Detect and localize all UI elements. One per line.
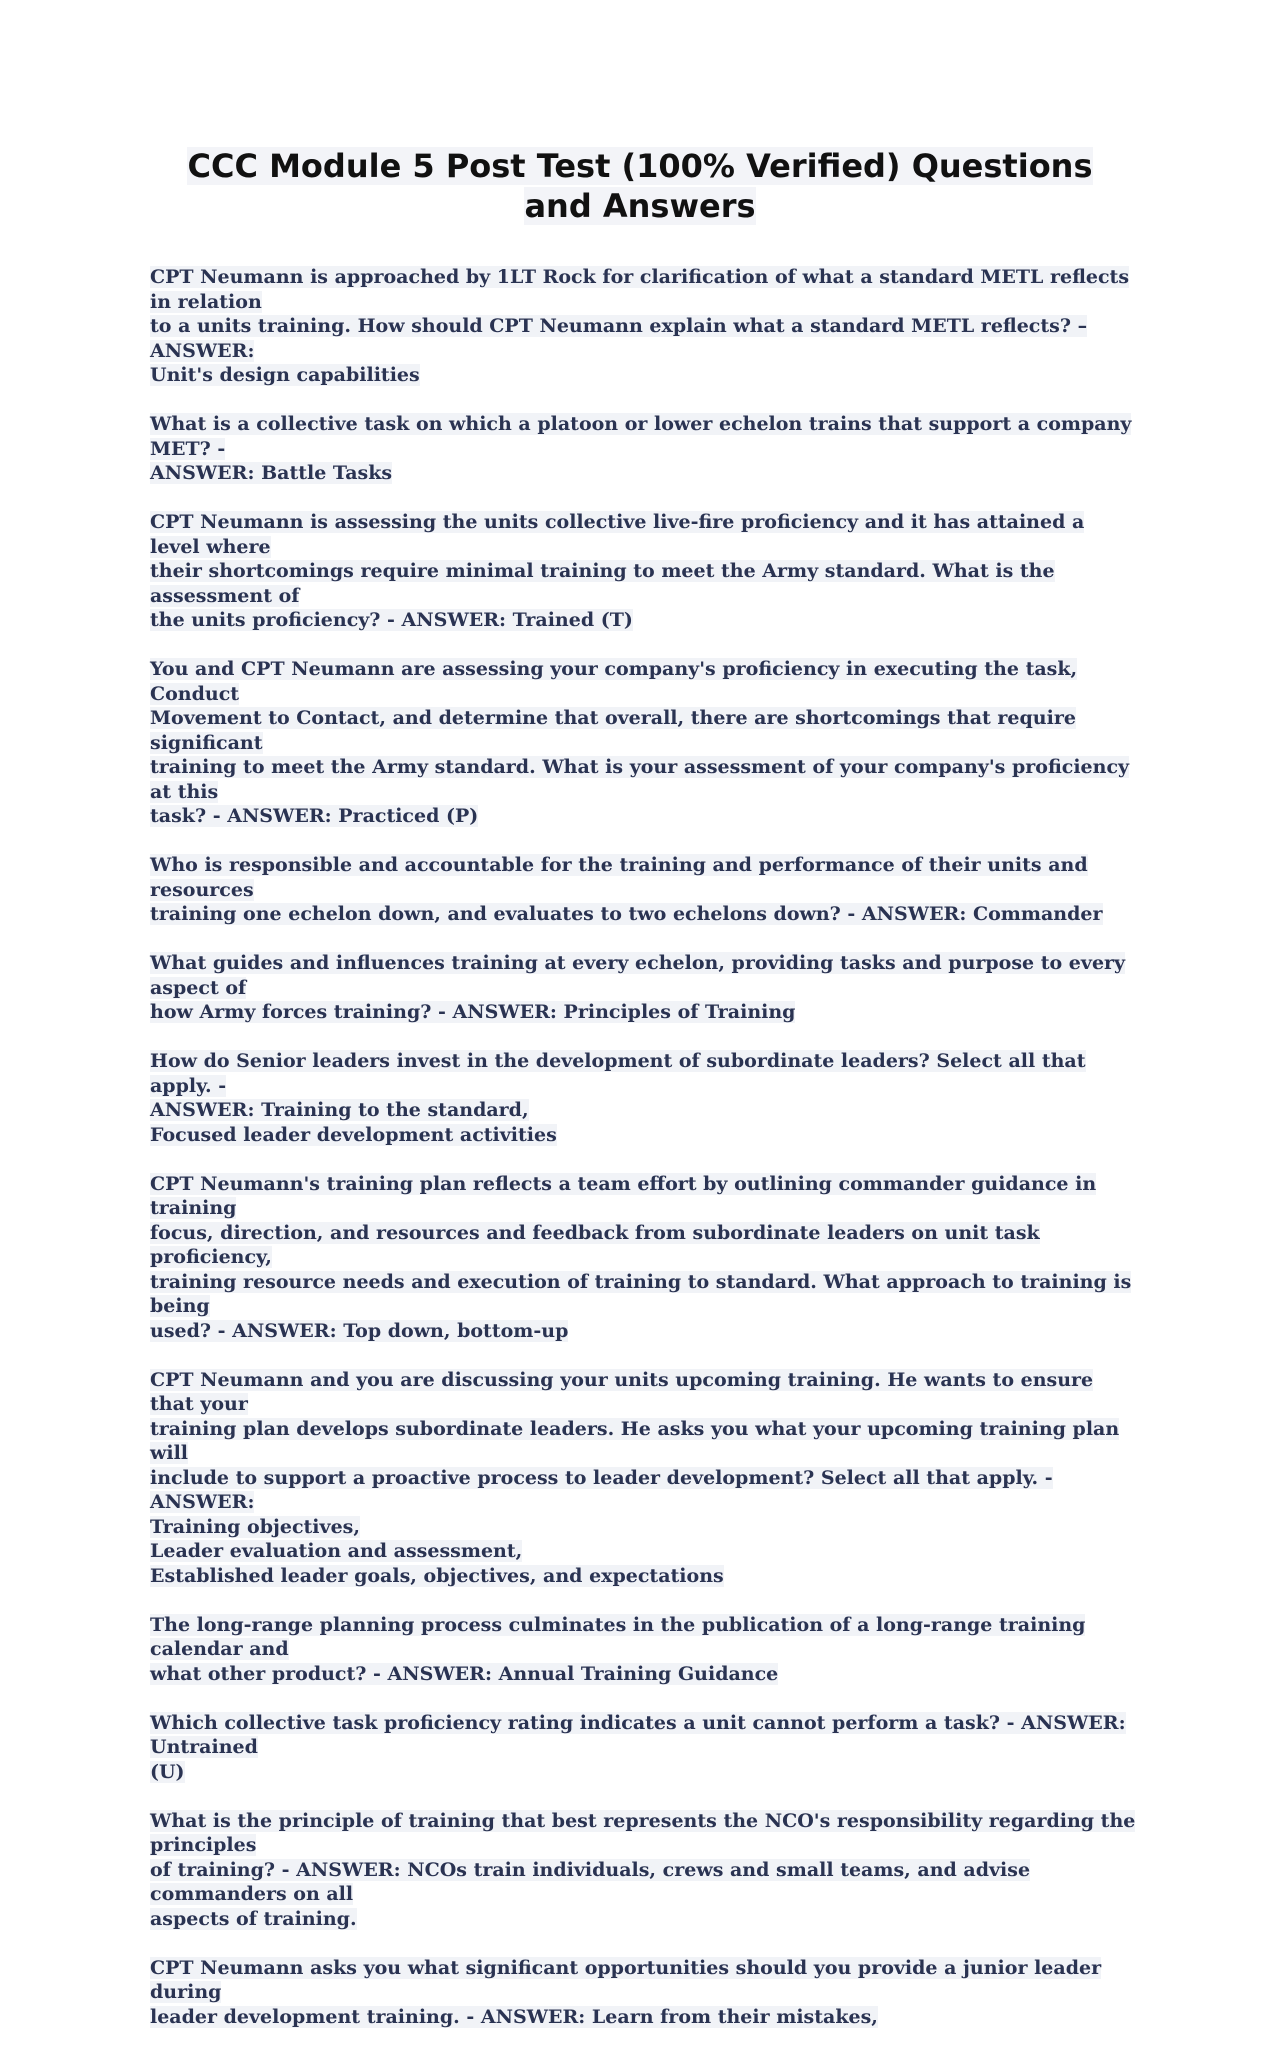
qa-item [150, 1368, 1140, 1589]
qa-item [150, 412, 1140, 486]
qa-item [150, 1711, 1140, 1785]
qa-line: CPT Neumann's training plan reflects a team effort by outlining commander guidance in training [150, 1172, 1097, 1219]
qa-item [150, 1809, 1140, 1932]
qa-line: CPT Neumann asks you what significant opportunities should you provide a junior leader during [150, 1956, 1102, 2003]
qa-line: CPT Neumann is approached by 1LT Rock for clarification of what a standard METL reflects in relation [150, 266, 1130, 313]
qa-line: aspects of training. [150, 1907, 357, 1930]
document-title-line-1: CCC Module 5 Post Test (100% Verified) Questions [187, 147, 1093, 185]
qa-line: used? - ANSWER: Top down, bottom-up [150, 1319, 569, 1342]
qa-line: You and CPT Neumann are assessing your company's proficiency in executing the task, Conduct [150, 658, 1078, 705]
qa-item [150, 1172, 1140, 1344]
qa-line: ANSWER: Battle Tasks [150, 462, 393, 484]
qa-item [150, 1956, 1140, 2030]
qa-item [150, 657, 1140, 829]
qa-line: Leader evaluation and assessment, [150, 1540, 523, 1562]
qa-line: the units proficiency? - ANSWER: Trained (T) [150, 609, 633, 631]
qa-item [150, 265, 1140, 388]
qa-line: Who is responsible and accountable for the training and performance of their units and resources [150, 854, 1088, 901]
qa-item [150, 1613, 1140, 1687]
qa-line: training to meet the Army standard. What is your assessment of your company's proficiency at this [150, 756, 1130, 803]
qa-line: how Army forces training? - ANSWER: Principles of Training [150, 1001, 796, 1023]
qa-line: Established leader goals, objectives, and expectations [150, 1564, 724, 1587]
qa-line: The long-range planning process culminates in the publication of a long-range training calendar and [150, 1613, 1086, 1660]
qa-line: focus, direction, and resources and feedback from subordinate leaders on unit task proficiency, [150, 1221, 1040, 1268]
qa-line: training resource needs and execution of training to standard. What approach to training is being [150, 1270, 1132, 1317]
qa-line: What guides and influences training at every echelon, providing tasks and purpose to every aspect of [150, 952, 1126, 999]
qa-line: include to support a proactive process to leader development? Select all that apply. - ANSWER: [150, 1466, 1053, 1513]
qa-line: CPT Neumann is assessing the units collective live-fire proficiency and it has attained a level where [150, 511, 1085, 558]
qa-line: leader development training. - ANSWER: Learn from their mistakes, [150, 2005, 878, 2028]
qa-line: their shortcomings require minimal training to meet the Army standard. What is the assessment of [150, 560, 1055, 607]
qa-line: CPT Neumann and you are discussing your units upcoming training. He wants to ensure that your [150, 1368, 1094, 1415]
qa-line: Movement to Contact, and determine that overall, there are shortcomings that require significant [150, 707, 1076, 754]
qa-line: How do Senior leaders invest in the development of subordinate leaders? Select all that apply. - [150, 1050, 1086, 1097]
qa-line: what other product? - ANSWER: Annual Training Guidance [150, 1662, 779, 1685]
qa-item [150, 510, 1140, 633]
qa-line: task? - ANSWER: Practiced (P) [150, 805, 479, 827]
qa-item [150, 1049, 1140, 1147]
qa-list [150, 265, 1140, 2054]
qa-line: What is a collective task on which a platoon or lower echelon trains that support a company MET? - [150, 413, 1132, 460]
qa-line: training plan develops subordinate leaders. He asks you what your upcoming training plan will [150, 1417, 1120, 1464]
qa-line: Training objectives, [150, 1515, 360, 1538]
qa-item [150, 951, 1140, 1025]
qa-item [150, 853, 1140, 927]
qa-line: What is the principle of training that best represents the NCO's responsibility regarding the principles [150, 1809, 1136, 1856]
qa-line: ANSWER: Training to the standard, [150, 1099, 529, 1121]
qa-line: training one echelon down, and evaluates to two echelons down? - ANSWER: Commander [150, 903, 1103, 925]
qa-line: Which collective task proficiency rating indicates a unit cannot perform a task? - ANSWER: Untrained [150, 1711, 1126, 1758]
qa-line: to a units training. How should CPT Neumann explain what a standard METL reflects? –ANSWER: [150, 315, 1088, 362]
document-title [140, 146, 1140, 226]
qa-line: of training? - ANSWER: NCOs train individuals, crews and small teams, and advise commanders on all [150, 1858, 1031, 1905]
qa-line: Focused leader development activities [150, 1123, 557, 1146]
qa-line: Unit's design capabilities [150, 364, 420, 386]
document-title-line-2: and Answers [524, 187, 756, 225]
qa-line: (U) [150, 1760, 185, 1783]
